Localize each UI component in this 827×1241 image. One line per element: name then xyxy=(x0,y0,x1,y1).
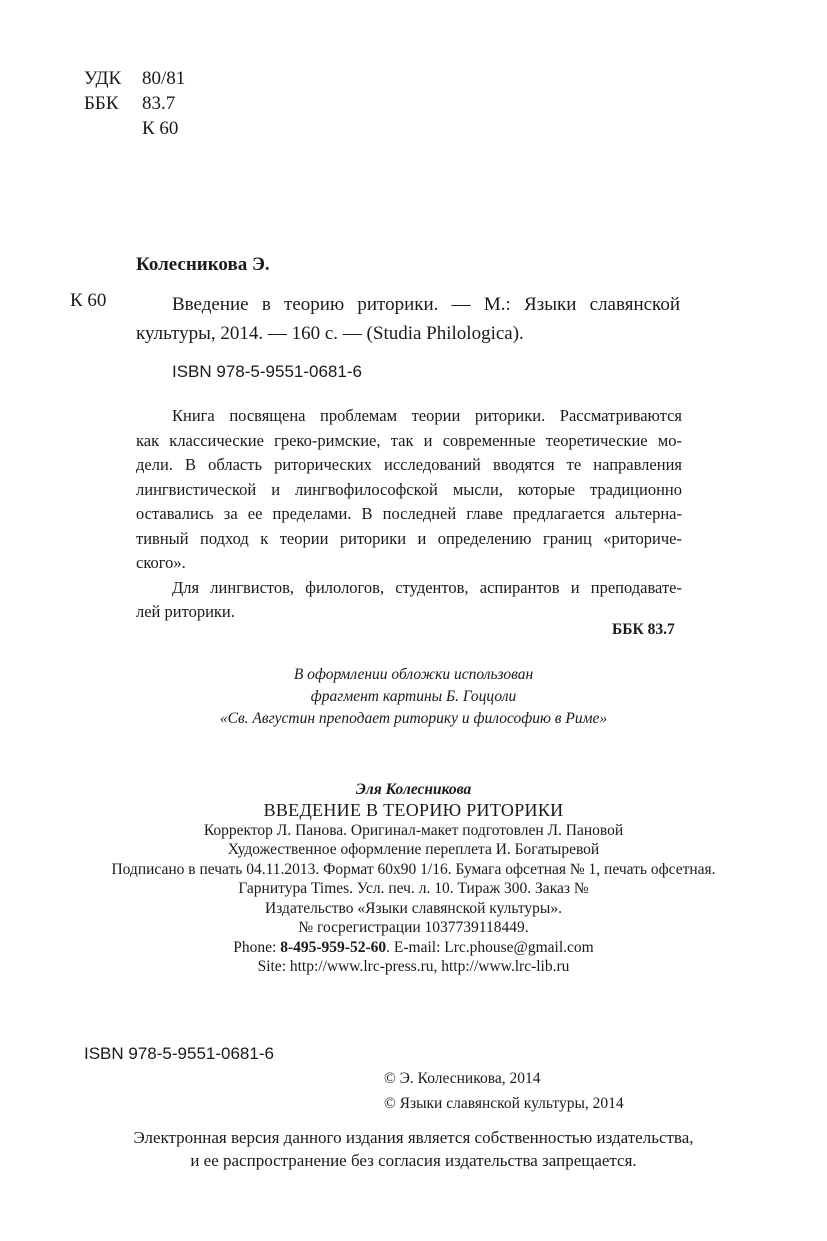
phone-label: Phone: xyxy=(233,938,281,956)
citation-line-2: культуры, 2014. — 160 с. — (Studia Philologica). xyxy=(136,323,524,344)
citation-line-1: Введение в теорию риторики. — М.: Языки славянской xyxy=(172,294,680,315)
isbn: ISBN 978-5-9551-0681-6 xyxy=(172,362,362,381)
classification-codes xyxy=(84,66,185,141)
cover-note xyxy=(0,664,827,730)
bbk-label: ББК xyxy=(84,93,119,114)
imprint-author: Эля Колесникова xyxy=(355,781,472,798)
audience-line: Для лингвистов, филологов, студентов, аспирантов и преподавате- xyxy=(172,577,682,597)
citation-author-mark: К 60 xyxy=(70,290,107,311)
imprint-title: ВВЕДЕНИЕ В ТЕОРИЮ РИТОРИКИ xyxy=(263,799,564,820)
phone-number: 8-495-959-52-60 xyxy=(280,938,387,956)
annotation-line: оставались за ее пределами. В последней главе предлагается альтерна- xyxy=(136,504,682,523)
copyright xyxy=(384,1066,624,1116)
bbk-row xyxy=(84,91,185,116)
imprint xyxy=(0,780,827,977)
citation-author: Колесникова Э. xyxy=(136,254,270,275)
imprint-credits-2: Художественное оформление переплета И. Богатыревой xyxy=(227,841,600,858)
cover-note-line: фрагмент картины Б. Гоццоли xyxy=(310,688,517,705)
cover-note-line: В оформлении обложки использован xyxy=(293,666,534,683)
isbn-footer: ISBN 978-5-9551-0681-6 xyxy=(84,1044,274,1063)
udk-label: УДК xyxy=(84,68,122,89)
imprint-credits-1: Корректор Л. Панова. Оригинал-макет подготовлен Л. Пановой xyxy=(203,821,624,839)
author-mark-row xyxy=(84,116,185,141)
annotation xyxy=(136,404,682,625)
udk-value: 80/81 xyxy=(142,68,186,89)
email-text: . E-mail: Lrc.phouse@gmail.com xyxy=(386,938,594,956)
imprint-contacts xyxy=(0,938,827,958)
annotation-line: ского». xyxy=(136,553,186,572)
imprint-print-2: Гарнитура Times. Усл. печ. л. 10. Тираж 300. Заказ № xyxy=(238,880,589,897)
citation-text xyxy=(136,290,680,348)
imprint-publisher: Издательство «Языки славянской культуры». xyxy=(265,899,562,917)
disclaimer-line: и ее распространение без согласия издательства запрещается. xyxy=(190,1151,637,1170)
cover-note-line: «Св. Августин преподает риторику и философию в Риме» xyxy=(219,710,608,727)
annotation-line: дели. В область риторических исследований вводятся те направления xyxy=(136,455,682,474)
imprint-site: Site: http://www.lrc-press.ru, http://www.lrc-lib.ru xyxy=(257,958,570,975)
imprint-registration: № госрегистрации 1037739118449. xyxy=(298,919,529,936)
annotation-line: как классические греко-римские, так и современные теоретические мо- xyxy=(136,430,682,450)
author-mark: К 60 xyxy=(142,118,179,139)
bbk-footer: ББК 83.7 xyxy=(612,621,675,638)
udk-row xyxy=(84,66,185,91)
audience-line: лей риторики. xyxy=(136,602,235,621)
annotation-line: Книга посвящена проблемам теории риторики. Рассматриваются xyxy=(172,406,682,425)
disclaimer xyxy=(0,1126,827,1172)
copyright-line: © Языки славянской культуры, 2014 xyxy=(384,1095,624,1112)
annotation-line: лингвистической и лингвофилософской мысли, которые традиционно xyxy=(136,479,682,499)
disclaimer-line: Электронная версия данного издания является собственностью издательства, xyxy=(133,1128,694,1147)
imprint-print-1: Подписано в печать 04.11.2013. Формат 60х90 1/16. Бумага офсетная № 1, печать офсетная. xyxy=(111,860,716,878)
copyright-line: © Э. Колесникова, 2014 xyxy=(384,1070,541,1087)
annotation-line: тивный подход к теории риторики и определению границ «риториче- xyxy=(136,528,682,548)
bbk-value: 83.7 xyxy=(142,93,176,114)
